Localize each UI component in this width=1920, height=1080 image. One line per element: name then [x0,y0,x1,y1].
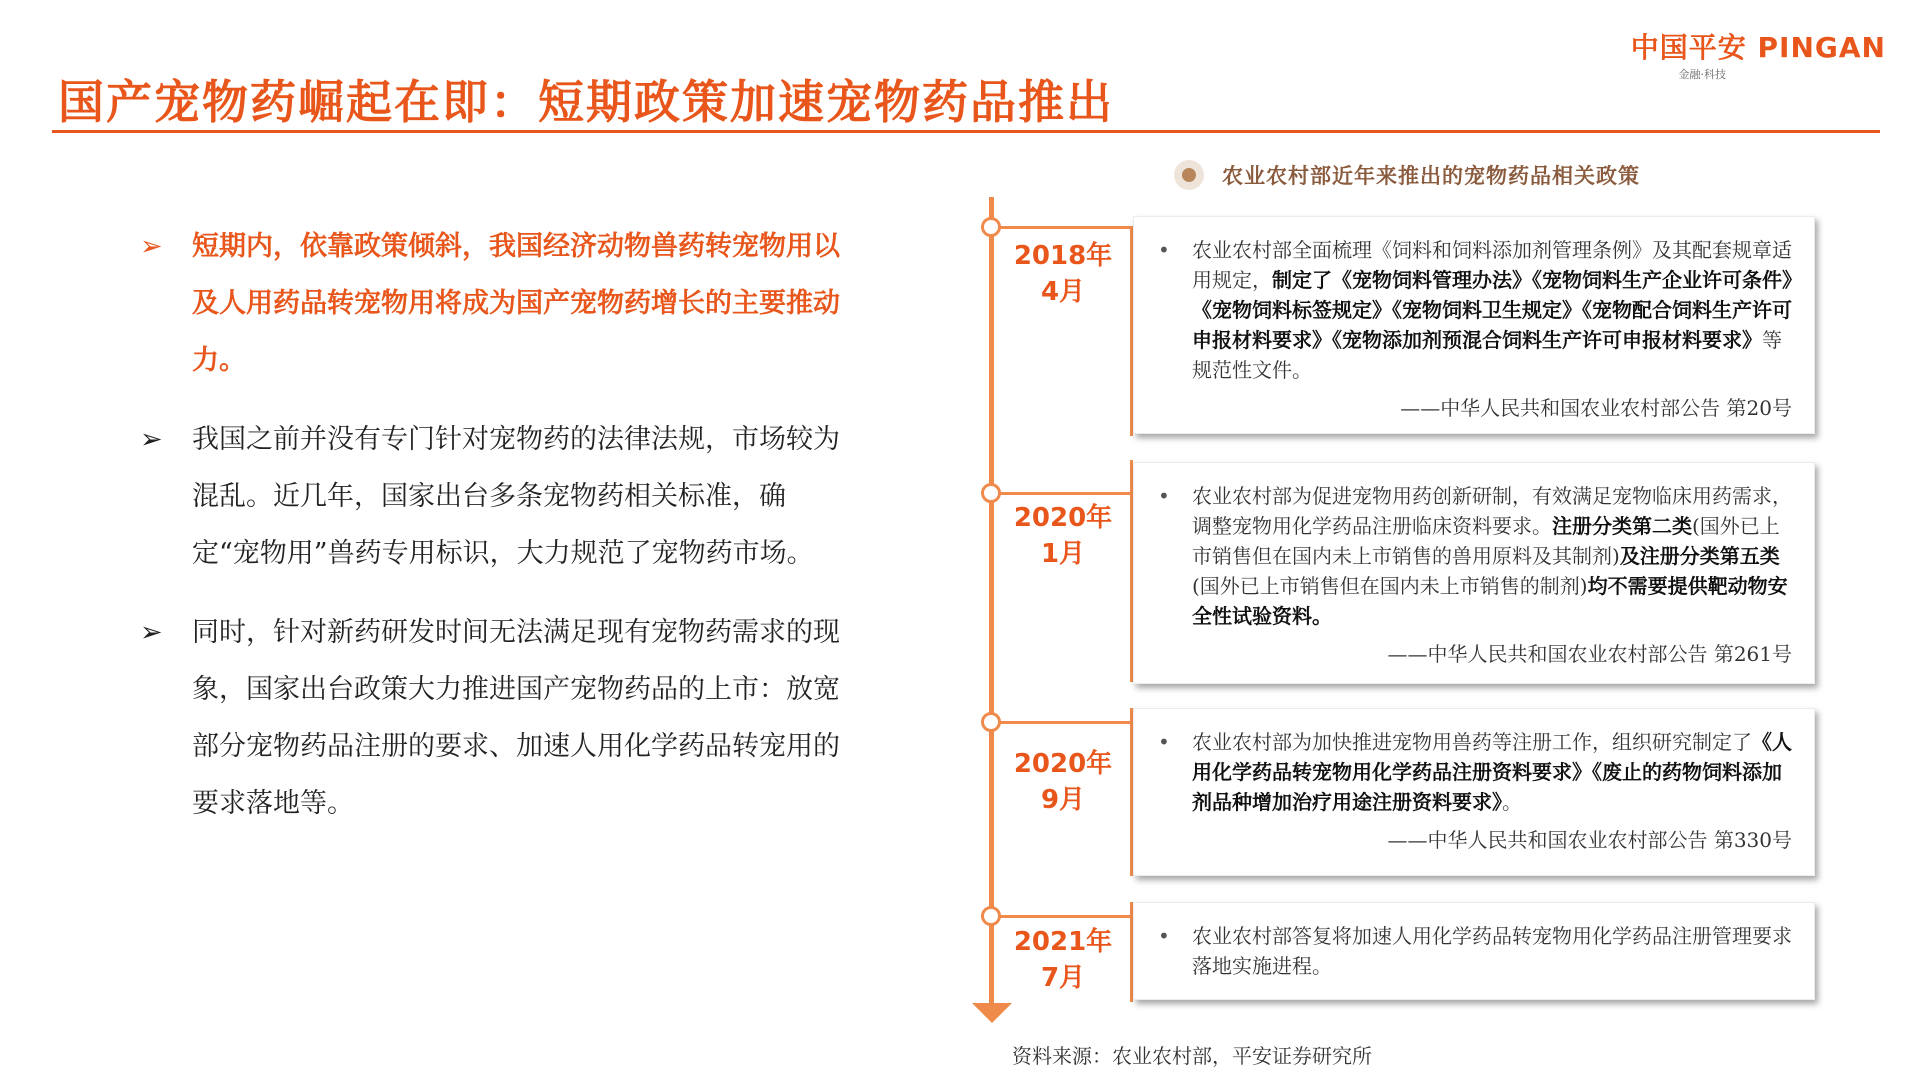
title-divider [52,130,1880,133]
bullet-point [140,411,840,582]
dot-bullet-icon: • [1158,238,1170,262]
bullet-text: 短期内，依靠政策倾斜，我国经济动物兽药转宠物用以及人用药品转宠物用将成为国产宠物药增长的主要推动力。 [192,231,840,376]
card-text: 农业农村部为促进宠物用药创新研制，有效满足宠物临床用药需求，调整宠物用化学药品注册临床资料要求。注册分类第二类(国外已上市销售但在国内未上市销售的兽用原料及其制剂)及注册分类第五类(国外已上市销售但在国内未上市销售的制剂)均不需要提供靶动物安全性试验资料。 [1192,484,1792,628]
dot-bullet-icon: • [1158,730,1170,754]
date-year: 2020年 [1013,503,1113,533]
card-source: ——中华人民共和国农业农村部公告 第330号 [1387,828,1792,852]
target-icon [1174,160,1204,190]
timeline-connector [1000,492,1130,495]
pingan-logo [1586,26,1886,86]
logo-tagline: 金融·科技 [1678,68,1726,81]
timeline-connector [1000,915,1130,918]
card-text: 农业农村部答复将加速人用化学药品转宠物用化学药品注册管理要求落地实施进程。 [1192,924,1792,978]
date-month: 7月 [1040,963,1086,993]
date-year: 2020年 [1013,749,1113,779]
timeline-node [981,906,1001,926]
timeline-node [981,217,1001,237]
timeline-connector [1000,721,1130,724]
policy-card [1133,216,1815,434]
bullet-text: 我国之前并没有专门针对宠物药的法律法规，市场较为混乱。近几年，国家出台多条宠物药相关标准，确定“宠物用”兽药专用标识，大力规范了宠物药市场。 [192,424,840,569]
date-year: 2021年 [1013,927,1113,957]
date-month: 1月 [1040,539,1086,569]
timeline-connector [1000,226,1130,229]
dot-bullet-icon: • [1158,484,1170,508]
card-source: ——中华人民共和国农业农村部公告 第20号 [1400,396,1792,420]
timeline-arrow-icon [972,1003,1012,1023]
dot-bullet-icon: • [1158,924,1170,948]
timeline-date [1003,238,1123,310]
bullet-point [140,218,840,389]
policy-card [1133,902,1815,1000]
date-month: 9月 [1040,785,1086,815]
timeline-axis [989,197,994,1005]
timeline-date [1003,500,1123,572]
policy-card [1133,708,1815,876]
date-month: 4月 [1040,277,1086,307]
section-title: 农业农村部近年来推出的宠物药品相关政策 [1222,163,1640,188]
timeline-date [1003,924,1123,996]
timeline-node [981,483,1001,503]
bullet-text: 同时，针对新药研发时间无法满足现有宠物药需求的现象，国家出台政策大力推进国产宠物药品的上市：放宽部分宠物药品注册的要求、加速人用化学药品转宠用的要求落地等。 [192,617,840,819]
policy-card [1133,462,1815,684]
card-source: ——中华人民共和国农业农村部公告 第261号 [1387,642,1792,666]
arrow-bullet-icon: ➢ [140,617,163,648]
arrow-bullet-icon: ➢ [140,424,163,455]
page-title: 国产宠物药崛起在即：短期政策加速宠物药品推出 [58,75,1114,129]
bullet-point [140,604,840,832]
timeline-date [1003,746,1123,818]
left-column [140,218,840,854]
arrow-bullet-icon: ➢ [140,231,163,262]
timeline-node [981,712,1001,732]
date-year: 2018年 [1013,241,1113,271]
source-note: 资料来源：农业农村部，平安证券研究所 [1012,1044,1372,1068]
card-text: 农业农村部全面梳理《饲料和饲料添加剂管理条例》及其配套规章适用规定，制定了《宠物饲料管理办法》《宠物饲料生产企业许可条件》《宠物饲料标签规定》《宠物饲料卫生规定》《宠物配合饲料生产许可申报材料要求》《宠物添加剂预混合饲料生产许可申报材料要求》等规范性文件。 [1192,238,1792,382]
card-text: 农业农村部为加快推进宠物用兽药等注册工作，组织研究制定了《人用化学药品转宠物用化学药品注册资料要求》《废止的药物饲料添加剂品种增加治疗用途注册资料要求》。 [1192,730,1792,814]
logo-brand: 中国平安 PINGAN [1630,31,1886,64]
section-header [1174,158,1640,192]
